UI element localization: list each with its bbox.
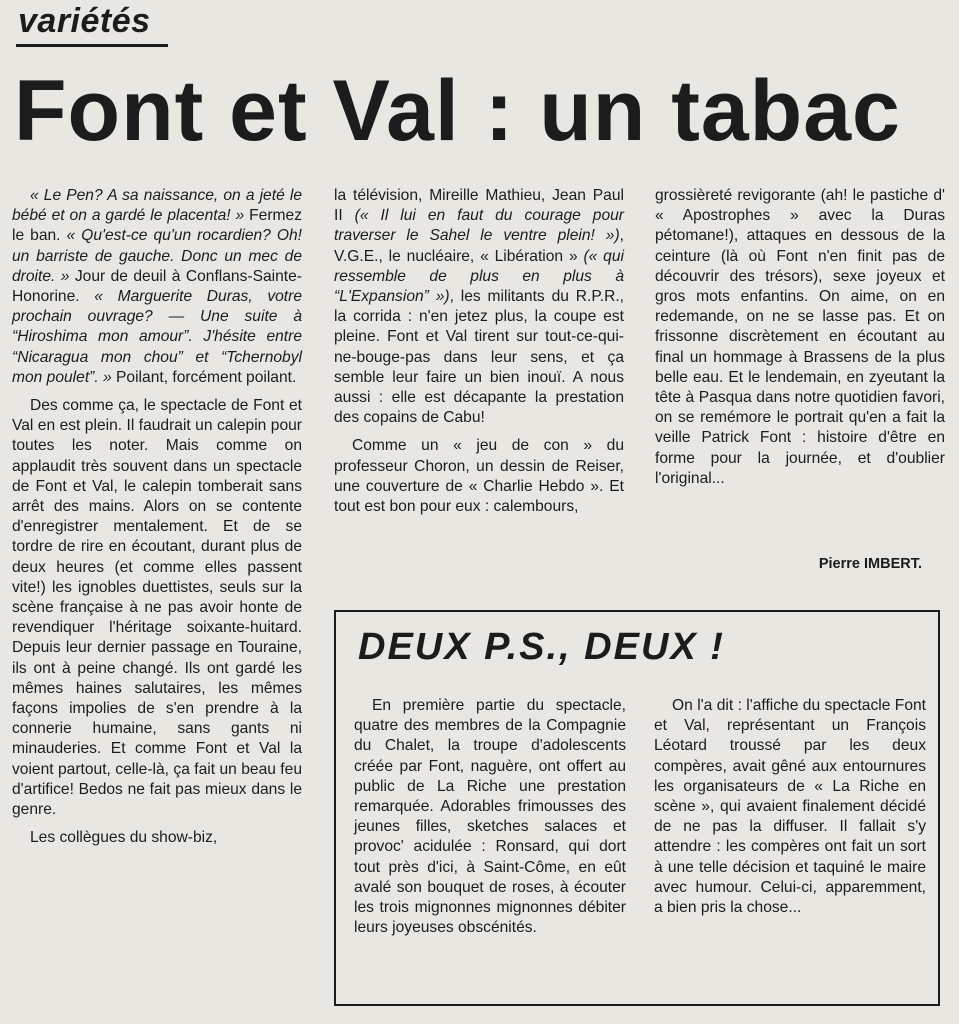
author-signature: Pierre IMBERT. [818, 556, 922, 572]
text-vge: , V.G.E., le nucléaire, « Libération » [334, 227, 624, 265]
text-poilant: Poilant, forcément poilant. [111, 368, 297, 386]
text-deuil: Jour de deuil à Conflans-Sainte-Honorine. [12, 267, 302, 306]
text-militants: , les militants du R.P.R., la corrida : n'en jetez plus, la coupe est pleine. Font et Val tirent sur tout-ce-qui-ne-bouge-pas dans leur sens, et ça semble leur faire un bien inouï. A nous aussi : elle est décapante la prestation des copains de Cabu! [334, 288, 625, 427]
box-paragraph-1: En première partie du spectacle, quatre des membres de la Compagnie du Chalet, la troupe d'adolescents créée par Font, naguère, ont offert au public de La Riche une prestation remarquée. Adorables frimousses des jeunes filles, sketches salaces et provoc' acidulée : Ronsard, qui dort tout près d'ici, à Saint-Côme, en eût avalé son bouquet de roses, à écouter les trois mignonnes mignonnes débiter leurs joyeuses obscénités. [354, 697, 626, 937]
box-column-1 [354, 696, 626, 938]
quote-duras: « Marguerite Duras, votre prochain ouvrage? — Une suite à “Hiroshima mon amour”. J'hésite entre “Nicaragua mon chou” et “Tchernobyl mon poulet”. » [12, 288, 302, 386]
article-column-2 [334, 186, 624, 517]
quote-sahel: (« Il lui en faut du courage pour traverser le Sahel le ventre plein! ») [334, 207, 624, 245]
rubric-underline [16, 44, 168, 47]
column2-paragraph-2: Comme un « jeu de con » du professeur Choron, un dessin de Reiser, une couverture de « Charlie Hebdo ». Et tout est bon pour eux : calembours, [334, 437, 624, 516]
sidebar-box [334, 610, 940, 1006]
text-television: la télévision, Mireille Mathieu, Jean Paul II [334, 187, 624, 225]
article-column-1 [12, 186, 302, 849]
article-column-3 [655, 186, 945, 489]
text-fermez: Fermez le ban. [12, 207, 302, 245]
headline: Font et Val : un tabac [14, 63, 901, 159]
quote-rocardien: « Qu'est-ce qu'un rocardien? Oh! un barriste de gauche. Donc un mec de droite. » [12, 227, 302, 285]
column1-paragraph-1 [12, 186, 302, 388]
box-title: DEUX P.S., DEUX ! [358, 626, 725, 668]
column1-paragraph-2: Des comme ça, le spectacle de Font et Val en est plein. Il faudrait un calepin pour toutes les noter. Mais comme on applaudit très souvent dans un spectacle de Font et Val, le calepin tomberait sans arrêt des mains. Alors on se contente d'enregistrer mentalement. Et de se tordre de rire en écoutant, durant plus de deux heures (et comme elles passent vite!) les ignobles duettistes, seuls sur la scène française à ne pas avoir honte de revendiquer l'héritage soixante-huitard. Depuis leur dernier passage en Touraine, ils ont à peine changé. Ils ont gardé les mêmes haines salutaires, les mêmes façons impolies de s'en prendre à la connerie humaine, sans gants ni minauderies. Et comme Font et Val la voient partout, celle-là, ça fait un beau feu d'artifice! Bedos ne fait pas mieux dans le genre. [12, 397, 302, 819]
box-paragraph-2: On l'a dit : l'affiche du spectacle Font et Val, représentant un François Léotard troussé par les deux compères, avait gêné aux entournures les organisateurs de « La Riche en scène », qui avaient finalement décidé de ne pas la diffuser. Il fallait s'y attendre : les compères ont fait un sort à une telle décision et taquiné le maire avec humour. Celui-ci, apparemment, a bien pris la chose... [654, 697, 926, 917]
quote-le-pen: « Le Pen? A sa naissance, on a jeté le bébé et on a gardé le placenta! » [12, 187, 302, 225]
box-column-2 [654, 696, 926, 918]
quote-expansion: (« qui ressemble de plus en plus à “L'Expansion” ») [334, 247, 624, 306]
column3-paragraph-1: grossièreté revigorante (ah! le pastiche d' « Apostrophes » avec la Duras pétomane!), attaques en dessous de la ceinture (là où Font n'en finit pas de découvrir des trésors), sexe joyeux et gros mots enfantins. On aime, on en redemande, on ne se lasse pas. Et on frissonne discrètement en écoutant au final un hommage à Brassens de la plus belle eau. Et le lendemain, en zyeutant la tête à Pasqua dans notre quotidien favori, on se remémore le portrait qu'en a fait la veille Patrick Font : histoire d'être en forme pour la journée, et d'oublier l'original... [655, 187, 945, 487]
column2-paragraph-1 [334, 186, 624, 428]
column1-paragraph-3: Les collègues du show-biz, [30, 829, 218, 847]
section-rubric: variétés [18, 2, 151, 40]
